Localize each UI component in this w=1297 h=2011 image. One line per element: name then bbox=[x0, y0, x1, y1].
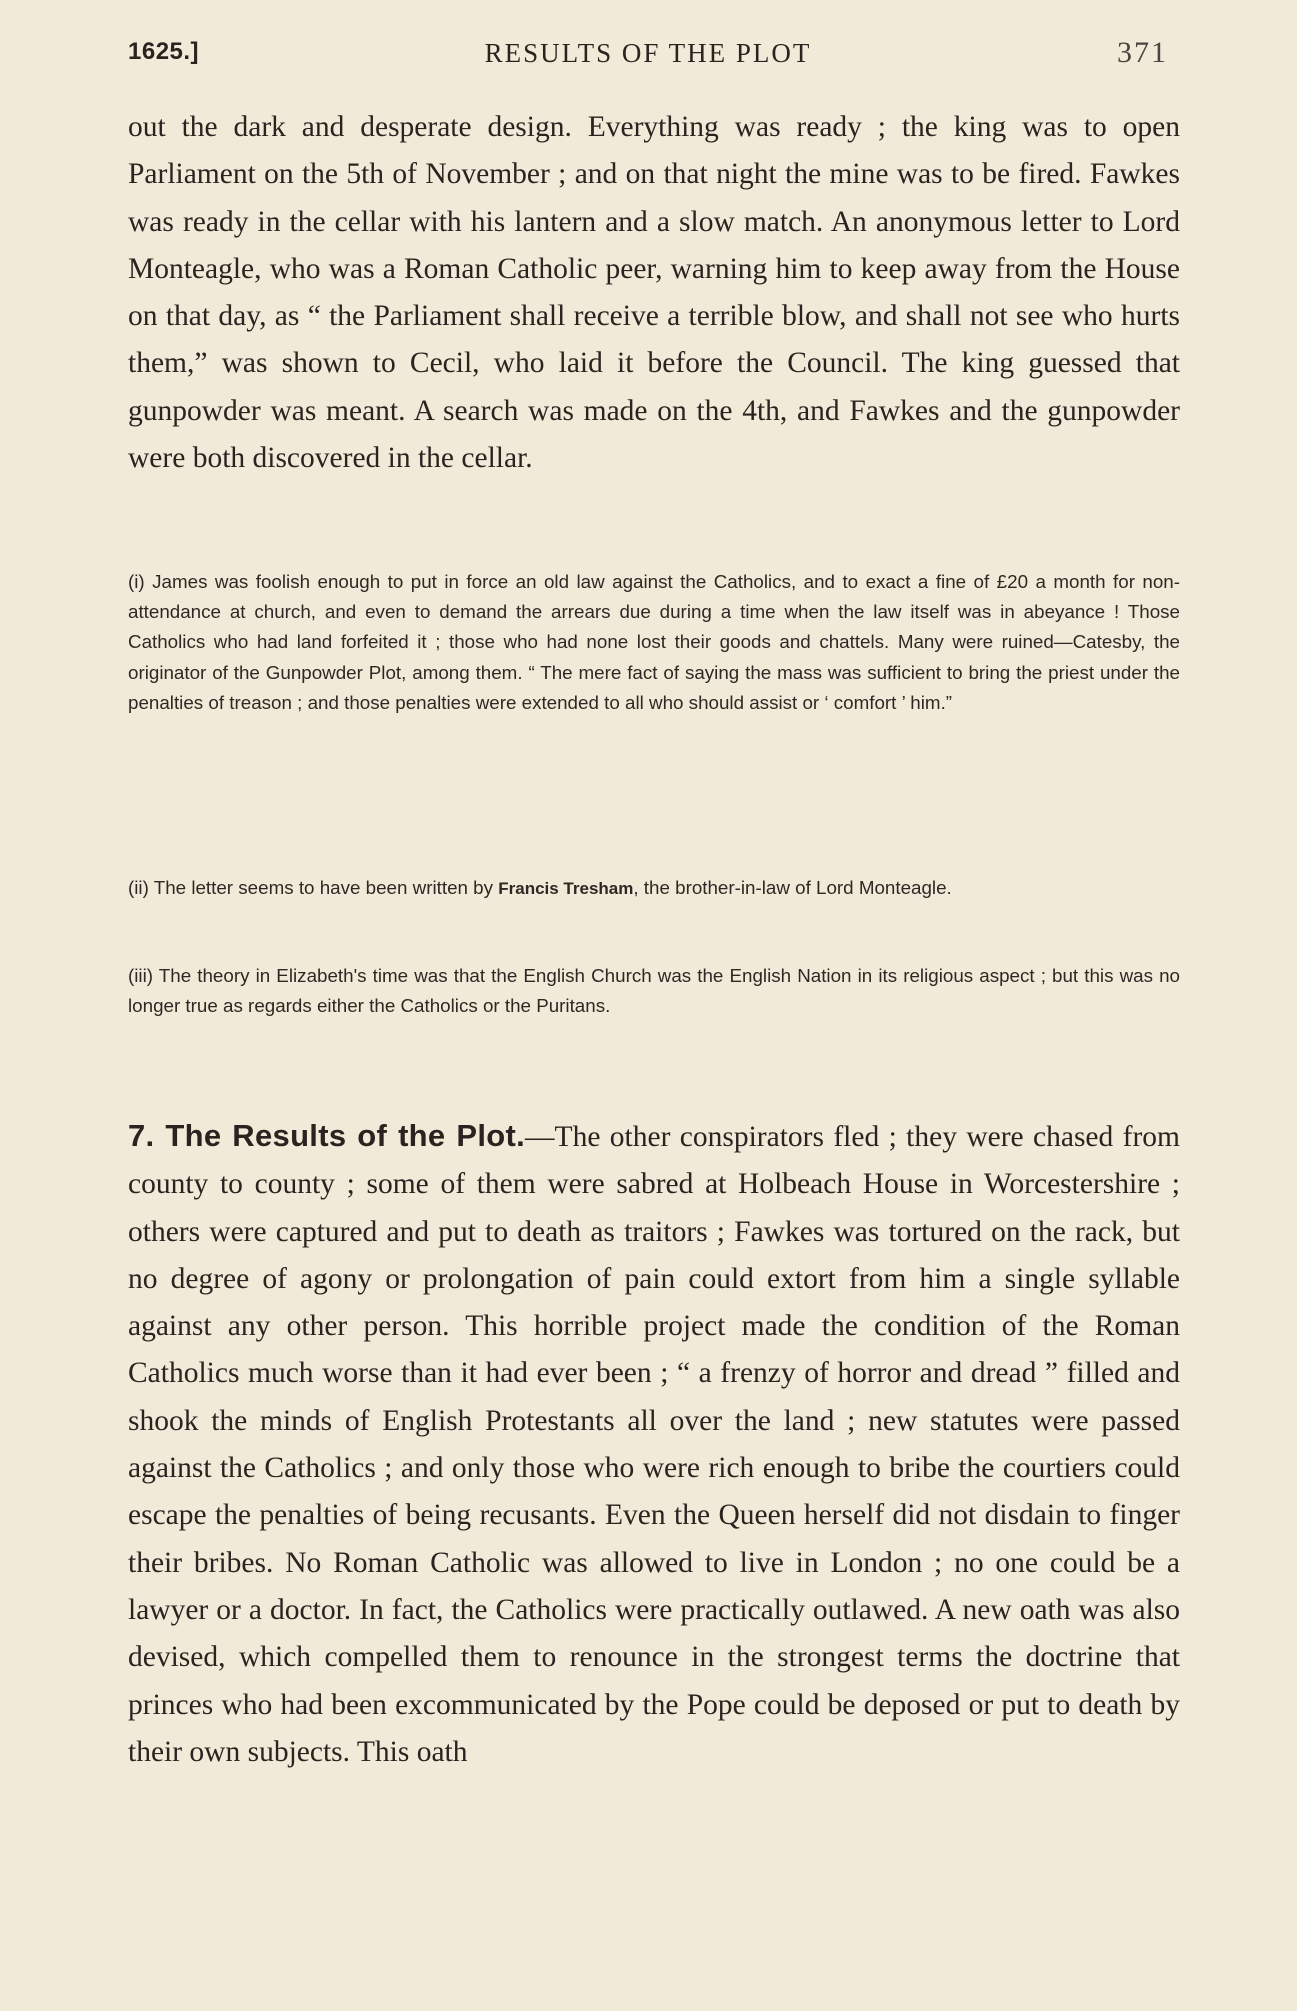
header-title: RESULTS OF THE PLOT bbox=[484, 38, 812, 68]
footnote-ii-lead: (ii) The letter seems to have been written by bbox=[128, 877, 499, 898]
footnote-i bbox=[128, 567, 1180, 718]
footnote-ii-name: Francis Tresham bbox=[498, 879, 634, 898]
footnote-iii: (iii) The theory in Elizabeth's time was that the English Church was the English Nation in its religious aspect ; but this was no longer true as regards either the Catholics or the Puritans. bbox=[128, 965, 1180, 1017]
running-header bbox=[128, 38, 1168, 78]
section-7-paragraph bbox=[128, 1112, 1180, 1776]
page-number: 371 bbox=[1117, 36, 1168, 69]
section-7-text: —The other conspirators fled ; they were chased from county to county ; some of them were sabred at Holbeach House in Worcestershire ; others were captured and put to death as traitors ; Fawkes was tortured on the rack, but no degree of agony or prolongation of pain could extort from him a single syllable against any other person. This horrible project made the condition of the Roman Catholics much worse than it had ever been ; “ a frenzy of horror and dread ” filled and shook the minds of English Protestants all over the land ; new statutes were passed against the Catholics ; and only those who were rich enough to bribe the courtiers could escape the penalties of being recusants. Even the Queen herself did not disdain to finger their bribes. No Roman Catholic was allowed to live in London ; no one could be a lawyer or a doctor. In fact, the Catholics were practically outlawed. A new oath was also devised, which compelled them to renounce in the strongest terms the doctrine that princes who had been excommunicated by the Pope could be deposed or put to death by their own subjects. This oath bbox=[128, 1121, 1180, 1768]
header-year: 1625.] bbox=[128, 38, 200, 65]
footnote-ii bbox=[128, 873, 1180, 904]
footnote-i-text: (i) James was foolish enough to put in force an old law against the Catholics, and to exact a fine of £20 a month for non-attendance at church, and even to demand the arrears due during a time when the law itself was in abeyance ! Those Catholics who had land forfeited it ; those who had none lost their goods and chattels. Many were ruined—Catesby, the originator of the Gunpowder Plot, among them. “ The mere fact of saying the mass was sufficient to bring the priest under the penalties of treason ; and those penalties were extended to all who should assist or ‘ comfort ’ him.” bbox=[128, 571, 1180, 713]
footnote-ii-tail: , the brother-in-law of Lord Monteagle. bbox=[633, 877, 952, 898]
body-paragraph-1: out the dark and desperate design. Everything was ready ; the king was to open Parliament on the 5th of November ; and on that night the mine was to be fired. Fawkes was ready in the cellar with his lantern and a slow match. An anonymous letter to Lord Monteagle, who was a Roman Catholic peer, warning him to keep away from the House on that day, as “ the Parliament shall receive a terrible blow, and shall not see who hurts them,” was shown to Cecil, who laid it before the Council. The king guessed that gunpowder was meant. A search was made on the 4th, and Fawkes and the gunpowder were both discovered in the cellar. bbox=[128, 111, 1180, 475]
section-7-heading: 7. The Results of the Plot. bbox=[128, 1118, 526, 1153]
